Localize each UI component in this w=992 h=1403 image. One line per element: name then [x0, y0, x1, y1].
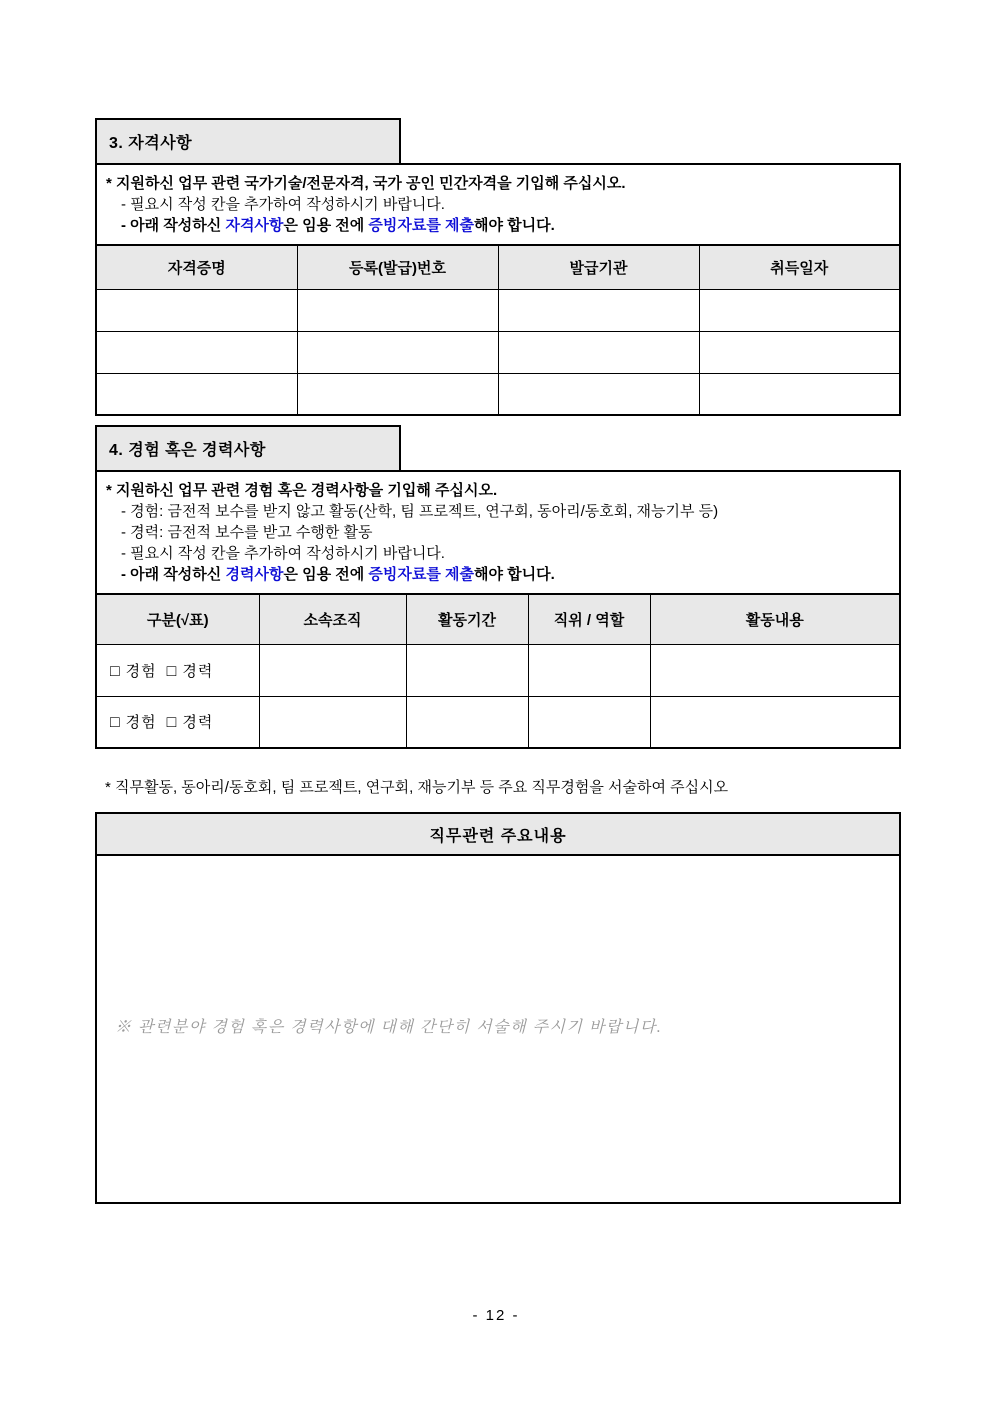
instruction-text: 은 임용 전에 — [283, 566, 369, 583]
empty-cell — [96, 331, 297, 373]
qualification-empty-row — [96, 289, 900, 331]
empty-cell — [297, 289, 498, 331]
instruction-line: * 지원하신 업무 관련 국가기술/전문자격, 국가 공인 민간자격을 기입해 주십시오. — [106, 175, 626, 192]
header-issuing-agency: 발급기관 — [498, 245, 699, 289]
job-description-box-body — [97, 856, 899, 1202]
qualification-empty-row — [96, 373, 900, 415]
instruction-text: 해야 합니다. — [473, 566, 555, 583]
empty-cell — [498, 331, 699, 373]
instruction-text: 해야 합니다. — [473, 217, 555, 234]
header-registration-number: 등록(발급)번호 — [297, 245, 498, 289]
instruction-text: - 아래 작성하신 — [121, 217, 226, 234]
job-description-placeholder: ※ 관련분야 경험 혹은 경력사항에 대해 간단히 서술해 주시기 바랍니다. — [115, 1019, 663, 1036]
highlight-evidence-submit: 증빙자료를 제출 — [368, 566, 474, 583]
header-organization: 소속조직 — [259, 594, 406, 644]
instruction-line — [106, 215, 891, 236]
instruction-line — [106, 564, 891, 585]
document-page — [95, 0, 901, 1204]
highlight-qualifications: 자격사항 — [225, 217, 284, 234]
checkbox-career-label: 경력 — [182, 662, 214, 680]
section-3-title: 3. 자격사항 — [109, 135, 193, 152]
category-cell — [96, 696, 259, 748]
empty-cell — [699, 331, 900, 373]
header-position-role: 직위 / 역할 — [528, 594, 650, 644]
empty-cell — [650, 696, 900, 748]
job-description-box-title: 직무관련 주요내용 — [97, 814, 899, 856]
qualifications-table — [95, 244, 901, 416]
header-acquisition-date: 취득일자 — [699, 245, 900, 289]
section-4-instructions — [95, 470, 901, 595]
empty-cell — [650, 644, 900, 696]
empty-cell — [498, 289, 699, 331]
header-certificate-name: 자격증명 — [96, 245, 297, 289]
highlight-career: 경력사항 — [225, 566, 284, 583]
checkbox-experience-label: 경험 — [125, 714, 157, 732]
empty-cell — [96, 289, 297, 331]
page-number: - 12 - — [472, 1307, 520, 1324]
highlight-evidence-submit: 증빙자료를 제출 — [368, 217, 474, 234]
instruction-text: - 아래 작성하신 — [121, 566, 226, 583]
empty-cell — [406, 696, 528, 748]
qualifications-header-row — [96, 245, 900, 289]
instruction-line: - 경력: 금전적 보수를 받고 수행한 활동 — [121, 524, 373, 541]
experience-row — [96, 696, 900, 748]
job-description-box — [95, 812, 901, 1204]
section-4-title: 4. 경험 혹은 경력사항 — [109, 442, 266, 459]
empty-cell — [528, 644, 650, 696]
empty-cell — [96, 373, 297, 415]
instruction-text: 은 임용 전에 — [283, 217, 369, 234]
empty-cell — [259, 696, 406, 748]
experience-row — [96, 644, 900, 696]
empty-cell — [699, 289, 900, 331]
job-experience-note: * 직무활동, 동아리/동호회, 팀 프로젝트, 연구회, 재능기부 등 주요 직무경험을 서술하여 주십시오 — [105, 779, 729, 796]
empty-cell — [498, 373, 699, 415]
instruction-line: * 지원하신 업무 관련 경험 혹은 경력사항을 기입해 주십시오. — [106, 482, 498, 499]
empty-cell — [297, 331, 498, 373]
header-activity-period: 활동기간 — [406, 594, 528, 644]
checkbox-career-icon: □ — [166, 662, 178, 680]
experience-table — [95, 593, 901, 749]
section-3-instructions — [95, 163, 901, 246]
checkbox-career-label: 경력 — [182, 714, 214, 732]
empty-cell — [259, 644, 406, 696]
checkbox-experience-icon: □ — [110, 714, 121, 732]
instruction-line: - 경험: 금전적 보수를 받지 않고 활동(산학, 팀 프로젝트, 연구회, 동아리/동호회, 재능기부 등) — [121, 503, 719, 520]
instruction-line: - 필요시 작성 칸을 추가하여 작성하시기 바랍니다. — [121, 196, 445, 213]
empty-cell — [528, 696, 650, 748]
checkbox-career-icon: □ — [166, 714, 178, 732]
empty-cell — [406, 644, 528, 696]
empty-cell — [297, 373, 498, 415]
experience-header-row — [96, 594, 900, 644]
instruction-line: - 필요시 작성 칸을 추가하여 작성하시기 바랍니다. — [121, 545, 445, 562]
section-3-title-tab — [95, 118, 401, 165]
category-cell — [96, 644, 259, 696]
qualification-empty-row — [96, 331, 900, 373]
checkbox-experience-icon: □ — [110, 662, 121, 680]
checkbox-experience-label: 경험 — [125, 662, 157, 680]
empty-cell — [699, 373, 900, 415]
header-activity-detail: 활동내용 — [650, 594, 900, 644]
header-category-check: 구분(√표) — [96, 594, 259, 644]
section-4-title-tab — [95, 425, 401, 472]
